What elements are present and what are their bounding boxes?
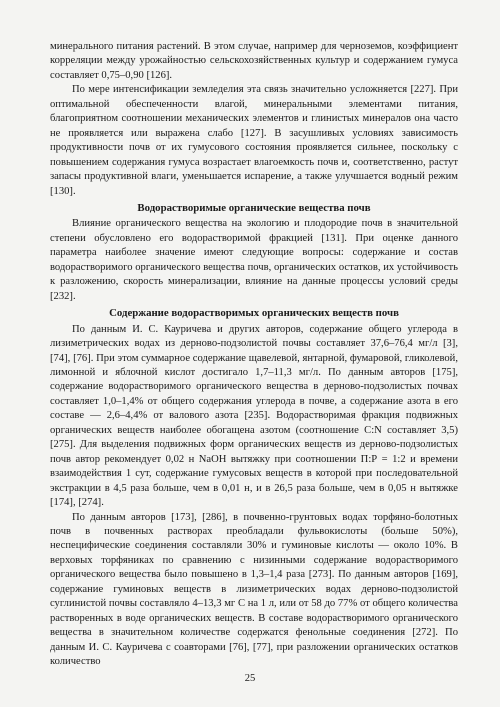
section-heading-water-soluble: Водорастворимые органические вещества почв [137, 201, 371, 214]
paragraph-intro-2: По мере интенсификации земледелия эта связь значительно усложняется [227]. При оптимальной обеспеченности влагой, минеральными элементами питания, благоприятном соотношении механических элементов и глинистых минералов она часто не проявляется или выражена слабо [127]. В засушливых условиях зависимость продуктивности почв от их гумусового состояния проявляется сильнее, поскольку с повышением содержания гумуса возрастает влагоемкость почв и, соответственно, растут запасы продуктивной влаги, уменьшается испарение, а также улучшается водный режим [130]. [50, 84, 458, 197]
page-content [50, 40, 458, 669]
section-heading-content: Содержание водорастворимых органических веществ почв [109, 307, 399, 320]
page-number: 25 [244, 673, 256, 684]
paragraph-section1-1: Влияние органического вещества на экологию и плодородие почв в значительной степени обусловлено его водорастворимой фракцией [131]. При оценке данного параметра наиболее значение имеют следующие вопросы: содержание и состав водорастворимого органического вещества почв, органических остатков, их устойчивость к разложению, скорость минерализации, влияние на данные процессы условий среды [232]. [50, 218, 458, 302]
paragraph-intro-1: минерального питания растений. В этом случае, например для черноземов, коэффициент корреляции между урожайностью сельскохозяйственных культур и содержанием гумуса составляет 0,75–0,90 [126]. [50, 41, 458, 81]
paragraph-section2-1: По данным И. С. Кауричева и других авторов, содержание общего углерода в лизиметрических водах из дерново-подзолистой почвы составляет 37,6–76,4 мг/л [3], [74], [76]. При этом суммарное содержание щавелевой, янтарной, фумаровой, гликолевой, лимонной и яблочной кислот достигало 1,7–11,3 мг/л. По данным авторов [175], содержание водорастворимого органического вещества в дерново-подзолистых почвах составляет 1,0–1,4% от общего содержания углерода в почве, а содержание азота в его составе — 2,6–4,4% от валового азота [235]. Водорастворимая фракция подвижных органических веществ наиболее обогащена азотом (соотношение C:N составляет 3,5) [275]. Для выделения подвижных форм органических веществ из дерново-подзолистых почв автор рекомендует 0,02 н NaOH вытяжку при соотношении П:Р = 1:2 и времени взаимодействия 1 сут, содержание гумусовых веществ в которой при последовательной экстракции в 4,5 раза больше, чем в 0,01 н, и в 26,5 раза больше, чем в 0,05 н вытяжке [174], [274]. [50, 323, 458, 509]
paragraph-section2-2: По данным авторов [173], [286], в почвенно-грунтовых водах торфяно-болотных почв в почвенных растворах преобладали фульвокислоты (больше 50%), неспецифические соединения составляли 30% и гуминовые кислоты — около 10%. В верховых торфяниках по сравнению с низинными содержание водорастворимого органического вещества было повышено в 1,3–1,4 раза [273]. По данным авторов [169], содержание гуминовых веществ в лизиметрических водах дерново-подзолистой суглинистой почвы составляло 4–13,3 мг С на 1 л, или от 58 до 77% от общего количества растворенных в воде органических веществ. В составе водорастворимого органического вещества в значительном количестве содержатся фенольные соединения [272]. По данным И. С. Кауричева с соавторами [76], [77], при разложении органических остатков количество [50, 511, 458, 668]
